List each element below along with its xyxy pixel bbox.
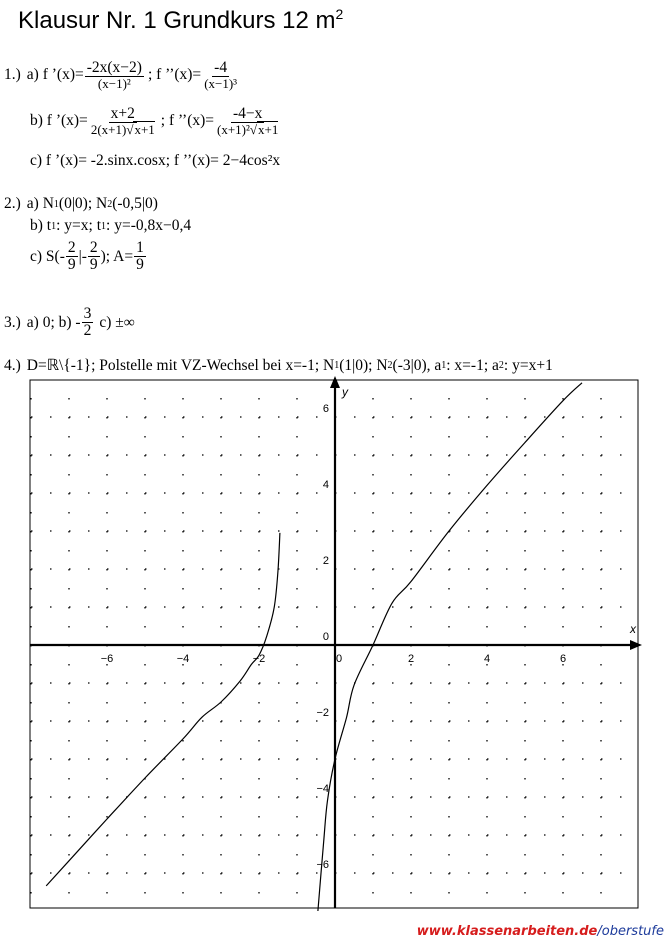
x-tick-label: −4	[176, 653, 190, 665]
axes	[30, 376, 642, 908]
x-tick-label: 6	[559, 653, 567, 665]
y-axis-label: y	[342, 385, 348, 399]
x-tick-label: 2	[407, 653, 415, 665]
x-tick-label: 0	[335, 653, 343, 665]
y-tick-label: 6	[322, 403, 329, 415]
tick-labels	[101, 403, 566, 871]
curve-right-branch	[318, 383, 582, 911]
y-axis-arrow	[330, 376, 340, 388]
x-axis-arrow	[630, 640, 642, 650]
problem-1a: 1.) a) f ’(x)= -2x(x−2) (x−1)² ; f ’’(x)= -4 (x−1)³	[4, 59, 238, 92]
problem-3: 3.) a) 0; b) - 3 2 c) ±∞	[4, 305, 135, 340]
x-tick-label: −2	[252, 653, 266, 665]
y-tick-label: −4	[316, 783, 329, 795]
y-tick-label: 0	[322, 631, 329, 643]
problem-2c: c) S(- 2 9 |- 2 9 ); A= $\frac{1}{9}$	[30, 239, 144, 274]
y-tick-label: −2	[316, 707, 329, 719]
x-tick-label: −6	[100, 653, 114, 665]
problem-2b: b) t 1 : y=x; t 1 : y=-0,8x−0,4	[30, 217, 192, 234]
curves	[46, 383, 582, 911]
problem-1c: c) f ’(x)= -2.sinx.cosx; f ’’(x)= 2−4cos²x	[30, 152, 281, 169]
problem-2a: 2.) a) N 1 (0|0); N 2 (-0,5|0)	[4, 195, 158, 212]
problem-4: 4.) D=ℝ\{-1}; Polstelle mit VZ-Wechsel bei x=-1; N 1 (1|0); N 2 (-3|0), a 1 : x=-1; a 2 : y=x+1	[4, 356, 553, 374]
footer-watermark: www.klassenarbeiten.de/oberstufe	[416, 924, 664, 939]
y-tick-label: 4	[322, 479, 329, 491]
x-tick-label: 4	[483, 653, 491, 665]
page-title: Klausur Nr. 1 Grundkurs 12 $m^2$	[18, 6, 344, 34]
y-tick-label: −6	[316, 859, 329, 871]
problem-1b: b) f ’(x)= x+2 2(x+1)√x+1 ; f ’’(x)= -4−x (x+1)²√x+1	[30, 105, 279, 138]
y-tick-label: 2	[322, 555, 329, 567]
x-axis-label: x	[630, 622, 636, 636]
curve-left-branch	[46, 533, 280, 886]
